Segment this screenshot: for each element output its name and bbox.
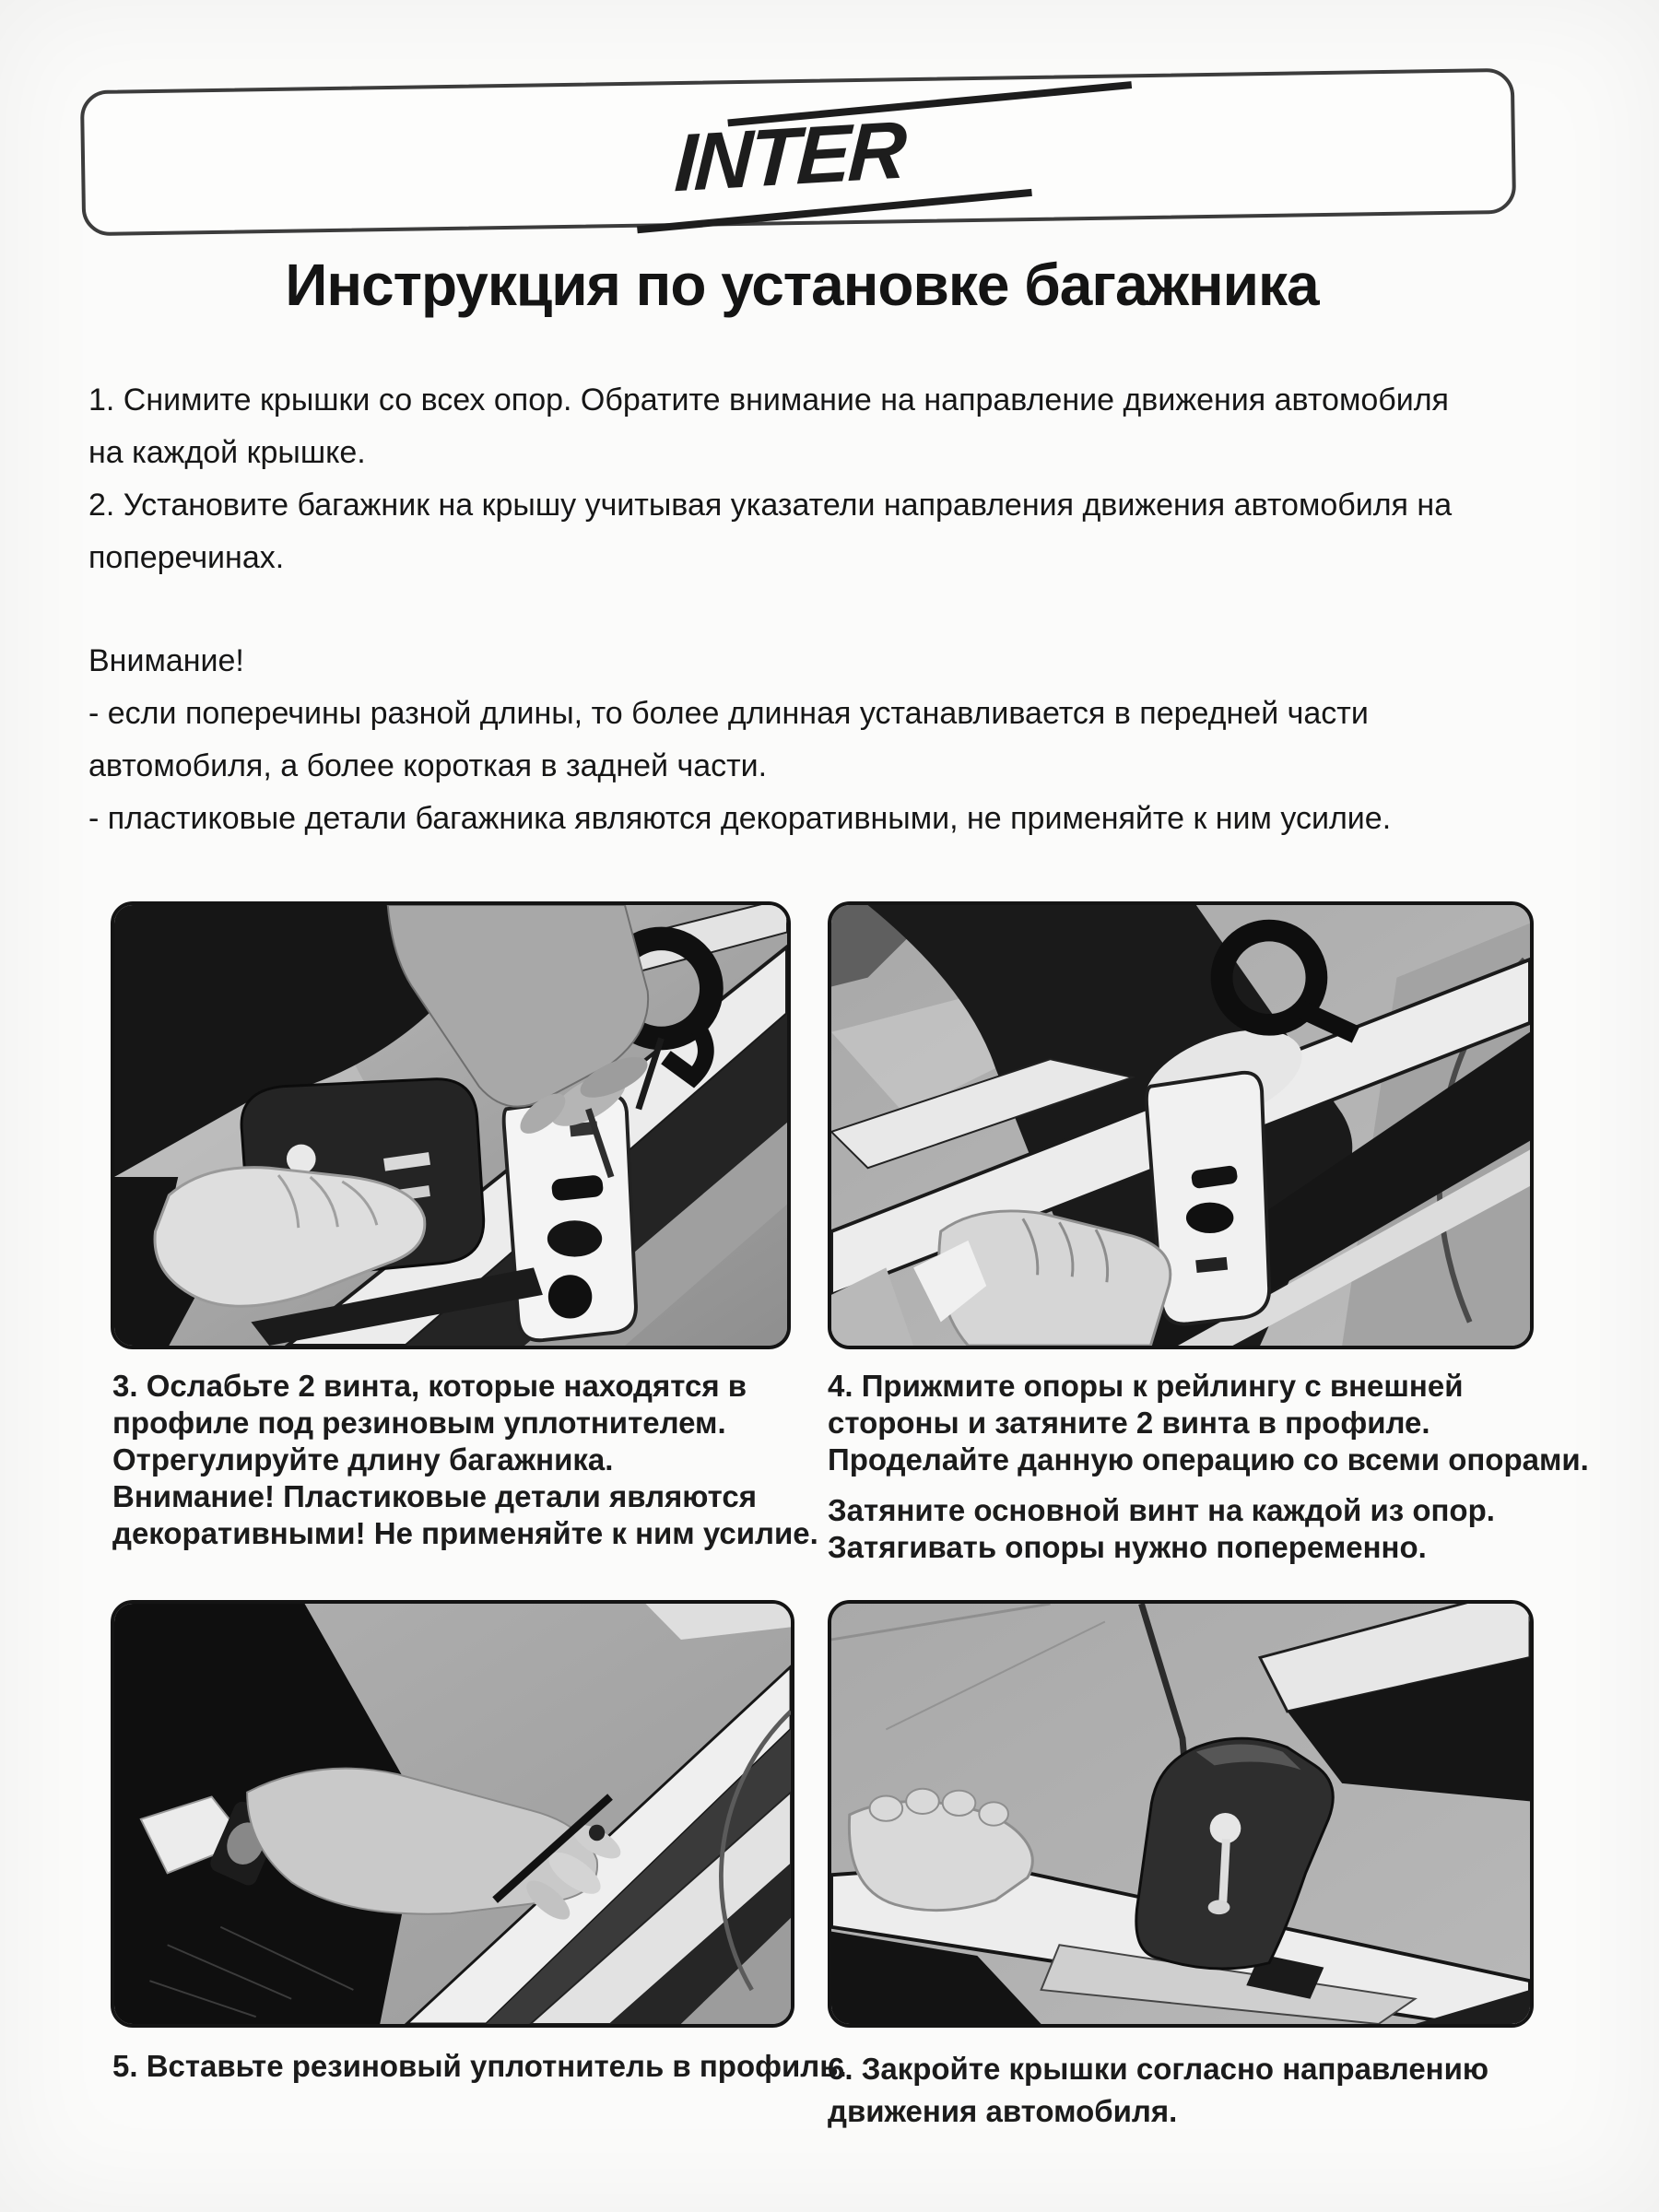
- caption-line: Проделайте данную операцию со всеми опорами.: [828, 1442, 1589, 1477]
- photo-step-3-image: [114, 905, 787, 1346]
- intro-line: 1. Снимите крышки со всех опор. Обратите внимание на направление движения автомобиля: [88, 382, 1449, 418]
- caption-line: профиле под резиновым уплотнителем.: [112, 1406, 726, 1440]
- caption-line: 6. Закройте крышки согласно направлению: [828, 2052, 1489, 2086]
- intro-line: на каждой крышке.: [88, 435, 366, 470]
- caption-line: Внимание! Пластиковые детали являются: [112, 1479, 757, 1513]
- caption-step-6: [828, 2048, 1547, 2133]
- caption-step-5: [112, 2048, 850, 2085]
- intro-line: 2. Установите багажник на крышу учитывая указатели направления движения автомобиля на: [88, 488, 1453, 523]
- logo-text: INTER: [672, 103, 906, 209]
- caption-step-3: [112, 1368, 831, 1552]
- warning-line: - пластиковые детали багажника являются декоративными, не применяйте к ним усилие.: [88, 801, 1392, 836]
- lock-keyhole: [1210, 1813, 1241, 1843]
- intro-line: поперечинах.: [88, 540, 285, 575]
- photo-step-6: [828, 1600, 1534, 2028]
- warning-heading: Внимание!: [88, 643, 244, 678]
- caption-line: 5. Вставьте резиновый уплотнитель в профиль.: [112, 2049, 847, 2083]
- warning-line: - если поперечины разной длины, то более длинная устанавливается в передней части: [88, 696, 1369, 731]
- brand-logo-box: [80, 68, 1516, 236]
- caption-line: стороны и затяните 2 винта в профиле.: [828, 1406, 1430, 1440]
- caption-line: движения автомобиля.: [828, 2094, 1178, 2128]
- photo-step-6-image: [831, 1604, 1530, 2024]
- caption-line: Затягивать опоры нужно попеременно.: [828, 1530, 1427, 1564]
- photo-step-5-image: [114, 1604, 791, 2024]
- page-title: Инструкция по установке багажника: [285, 252, 1319, 318]
- photo-step-4-image: [831, 905, 1530, 1346]
- caption-line: Затяните основной винт на каждой из опор.: [828, 1493, 1495, 1527]
- photo-step-3: [111, 901, 791, 1349]
- photo-step-5: [111, 1600, 794, 2028]
- intro-text: [88, 374, 1600, 845]
- caption-line: Отрегулируйте длину багажника.: [112, 1442, 614, 1477]
- caption-step-4: [828, 1368, 1589, 1566]
- caption-line: 3. Ослабьте 2 винта, которые находятся в: [112, 1369, 747, 1403]
- photo-step-4: [828, 901, 1534, 1349]
- inter-logo: [672, 96, 1065, 220]
- warning-line: автомобиля, а более короткая в задней части.: [88, 748, 768, 783]
- caption-line: 4. Прижмите опоры к рейлингу с внешней: [828, 1369, 1464, 1403]
- caption-line: декоративными! Не применяйте к ним усилие.: [112, 1516, 818, 1550]
